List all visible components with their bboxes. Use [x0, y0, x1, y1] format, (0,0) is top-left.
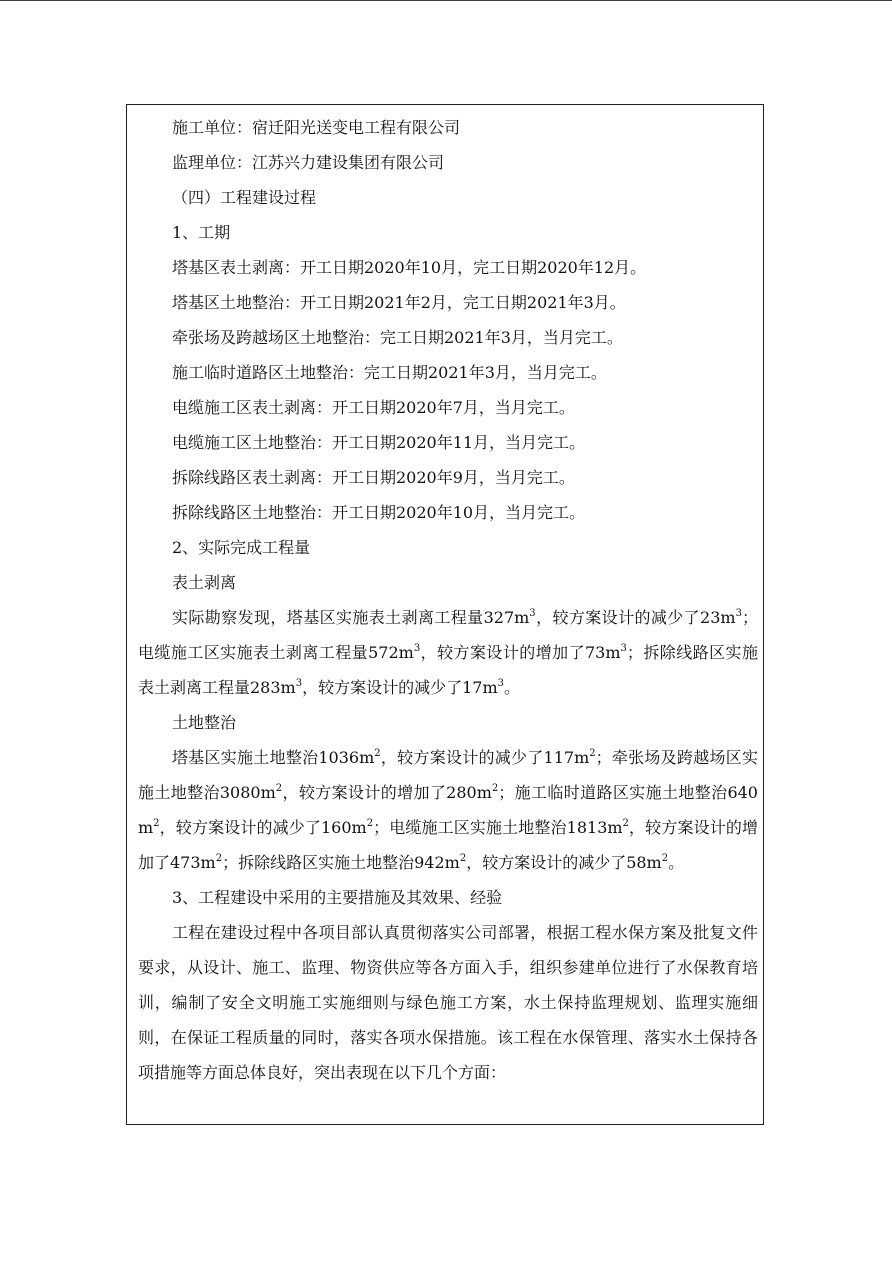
text-run: ；拆除线路区实施表土剥离工程量283m: [138, 643, 758, 697]
text-run: 塔基区实施土地整治1036m: [172, 748, 375, 767]
unit-exponent: 2: [589, 747, 596, 759]
unit-exponent: 3: [413, 642, 421, 654]
unit-exponent: 3: [620, 642, 627, 654]
subsection-heading: 2、实际完成工程量: [172, 538, 311, 557]
construction-unit-line: 施工单位：宿迁阳光送变电工程有限公司: [172, 118, 461, 137]
unit-exponent: 2: [215, 852, 223, 864]
unit-exponent: 2: [459, 852, 467, 864]
unit-exponent: 3: [295, 677, 303, 689]
text-run: ，较方案设计的减少了160m: [159, 818, 367, 837]
land-paragraph: [138, 740, 758, 880]
schedule-line: 拆除线路区表土剥离：开工日期2020年9月，当月完工。: [172, 468, 575, 487]
text-run: ，较方案设计的减少了117m: [380, 748, 590, 767]
table-cell-frame: [126, 104, 764, 1125]
unit-exponent: 2: [153, 817, 160, 829]
unit-exponent: 2: [366, 817, 374, 829]
unit-exponent: 2: [661, 852, 669, 864]
document-body: [138, 110, 758, 1090]
measures-heading: 3、工程建设中采用的主要措施及其效果、经验: [172, 888, 503, 907]
schedule-line: 牵张场及跨越场区土地整治：完工日期2021年3月，当月完工。: [172, 328, 623, 347]
text-run: ，较方案设计的增加了73m: [420, 643, 621, 662]
topsoil-heading: 表土剥离: [172, 573, 237, 592]
text-run: ；电缆施工区实施表土剥离工程量572m: [138, 608, 758, 662]
text-run: 。: [504, 678, 521, 697]
unit-exponent: 2: [275, 782, 283, 794]
schedule-line: 电缆施工区土地整治：开工日期2020年11月，当月完工。: [172, 433, 586, 452]
measures-paragraph: 工程在建设过程中各项目部认真贯彻落实公司部署，根据工程水保方案及批复文件要求，从设计、施工、监理、物资供应等各方面入手，组织参建单位进行了水保教育培训，编制了安全文明施工实施细则与绿色施工方案，水土保持监理规划、监理实施细则，在保证工程质量的同时，落实各项水保措施。该工程在水保管理、落实水土保持各项措施等方面总体良好，突出表现在以下几个方面：: [138, 923, 758, 1082]
section-heading: （四）工程建设过程: [172, 188, 317, 207]
text-run: ，较方案设计的减少了17m: [302, 678, 498, 697]
text-run: ；牵张场及跨越场区实施土地整治3080m: [138, 748, 758, 802]
text-run: 实际勘察发现，塔基区实施表土剥离工程量327m: [172, 608, 530, 627]
land-heading: 土地整治: [172, 713, 237, 732]
schedule-line: 塔基区表土剥离：开工日期2020年10月，完工日期2020年12月。: [172, 258, 647, 277]
subsection-heading: 1、工期: [172, 223, 231, 242]
unit-exponent: 2: [622, 817, 629, 829]
unit-exponent: 2: [374, 747, 381, 759]
supervision-unit-line: 监理单位：江苏兴力建设集团有限公司: [172, 153, 445, 172]
text-run: ，较方案设计的减少了58m: [466, 853, 662, 872]
unit-exponent: 2: [491, 782, 499, 794]
text-run: ；电缆施工区实施土地整治1813m: [373, 818, 623, 837]
schedule-line: 塔基区土地整治：开工日期2021年2月，完工日期2021年3月。: [172, 293, 626, 312]
schedule-line: 电缆施工区表土剥离：开工日期2020年7月，当月完工。: [172, 398, 575, 417]
text-run: ，较方案设计的增加了473m: [138, 818, 758, 872]
unit-exponent: 3: [497, 677, 505, 689]
text-run: ，较方案设计的增加了280m: [282, 783, 492, 802]
text-run: 。: [668, 853, 685, 872]
text-run: ；拆除线路区实施土地整治942m: [222, 853, 460, 872]
schedule-line: 施工临时道路区土地整治：完工日期2021年3月，当月完工。: [172, 363, 607, 382]
unit-exponent: 3: [529, 607, 536, 619]
schedule-line: 拆除线路区土地整治：开工日期2020年10月，当月完工。: [172, 503, 586, 522]
topsoil-paragraph: [138, 600, 758, 705]
page-top-rule: [0, 0, 892, 1]
unit-exponent: 3: [735, 607, 742, 619]
text-run: ，较方案设计的减少了23m: [535, 608, 736, 627]
text-run: ；施工临时道路区实施土地整治640m: [138, 783, 758, 837]
